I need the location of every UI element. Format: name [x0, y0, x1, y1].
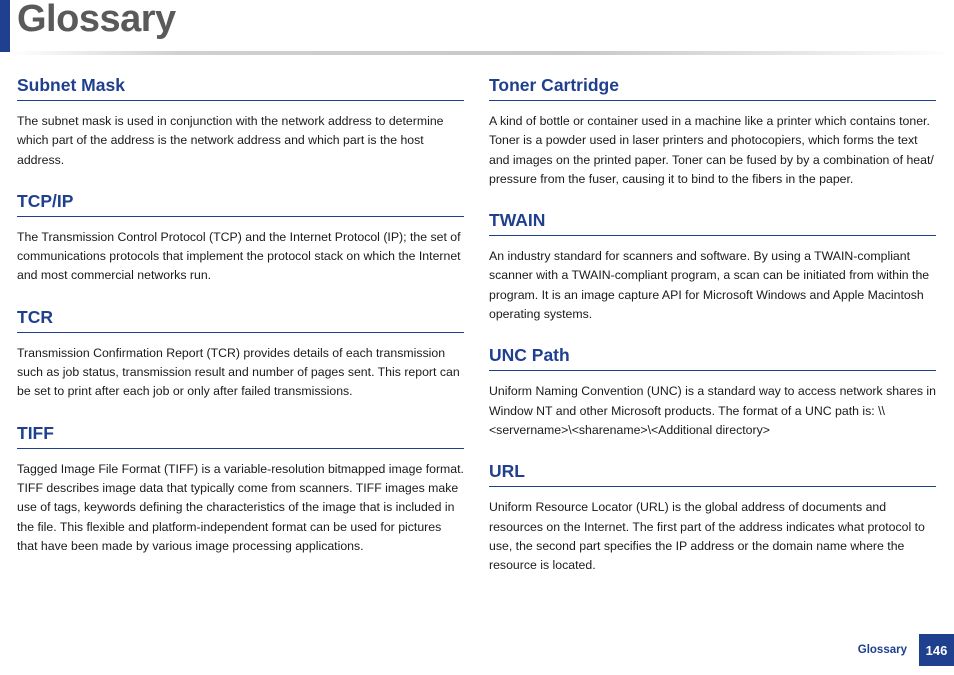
entry-body: The subnet mask is used in conjunction with the network address to determine which part of the address is the network address and which part is the host address. — [17, 114, 444, 167]
glossary-entry-subnet-mask — [17, 75, 464, 170]
footer-chapter-label: Glossary — [857, 644, 907, 656]
entry-body: Transmission Confirmation Report (TCR) provides details of each transmission such as job status, transmission result and number of pages sent. This report can be set to print after each job or only after failed transmissions. — [17, 345, 460, 399]
glossary-entry-tiff — [17, 423, 464, 556]
page-title: Glossary — [17, 0, 176, 40]
glossary-entry-tcp-ip — [17, 191, 464, 286]
glossary-entry-unc-path — [489, 345, 936, 440]
entry-body: Uniform Naming Convention (UNC) is a standard way to access network shares in Window NT and other Microsoft products. The format of a UNC path is: \\<servername>\<sharename>\<Additional directory> — [489, 384, 936, 437]
glossary-entry-twain — [489, 210, 936, 324]
entry-heading: Subnet Mask — [17, 75, 464, 101]
entry-heading: UNC Path — [489, 345, 936, 371]
glossary-entry-url — [489, 461, 936, 575]
title-divider — [10, 51, 954, 55]
entry-heading: TCP/IP — [17, 191, 464, 217]
entry-body: Uniform Resource Locator (URL) is the global address of documents and resources on the Internet. The first part of the address indicates what protocol to use, the second part specifies the IP address or the domain name where the resource is located. — [489, 500, 925, 573]
entry-heading: TCR — [17, 307, 464, 333]
entry-heading: Toner Cartridge — [489, 75, 936, 101]
left-column — [17, 75, 464, 577]
page-number-badge: 146 — [919, 634, 954, 666]
title-accent-bar — [0, 0, 10, 52]
glossary-entry-toner-cartridge — [489, 75, 936, 189]
entry-heading: TWAIN — [489, 210, 936, 236]
entry-body: Tagged Image File Format (TIFF) is a variable-resolution bitmapped image format. TIFF describes image data that typically come from scanners. TIFF images make use of tags, keywords defining the characteristics of the image that is included in the file. This flexible and platform-independent format can be used for pictures that have been made by various image processing applications. — [17, 461, 464, 553]
right-column — [489, 75, 936, 596]
entry-body: A kind of bottle or container used in a machine like a printer which contains toner. Toner is a powder used in laser printers and photocopiers, which forms the text and images on the printed paper. Toner can be fused by by a combination of heat/ pressure from the fuser, causing it to bind to the fibers in the paper. — [489, 114, 934, 186]
entry-body: An industry standard for scanners and software. By using a TWAIN-compliant scanner with a TWAIN-compliant program, a scan can be initiated from within the program. It is an image capture API for Microsoft Windows and Apple Macintosh operating systems. — [489, 249, 930, 322]
entry-heading: URL — [489, 461, 936, 487]
glossary-entry-tcr — [17, 307, 464, 402]
entry-body: The Transmission Control Protocol (TCP) and the Internet Protocol (IP); the set of communications protocols that implement the protocol stack on which the Internet and most commercial networks run. — [17, 229, 461, 283]
entry-heading: TIFF — [17, 423, 464, 449]
